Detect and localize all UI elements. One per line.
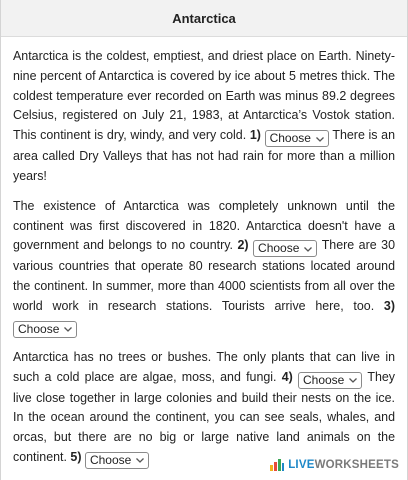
- question-1-number: 1): [249, 128, 261, 143]
- chevron-down-icon: [315, 135, 325, 143]
- chevron-down-icon: [303, 245, 313, 253]
- brand-text-live: LIVE: [288, 459, 315, 471]
- worksheet-content: [1, 37, 407, 469]
- answer-dropdown-1[interactable]: [265, 130, 329, 147]
- answer-dropdown-5[interactable]: [85, 452, 149, 469]
- answer-dropdown-3[interactable]: [13, 321, 77, 338]
- dropdown-2-label: Choose: [258, 241, 300, 256]
- answer-dropdown-2[interactable]: [253, 240, 317, 257]
- dropdown-3-label: Choose: [18, 321, 60, 336]
- question-4-number: 4): [281, 369, 293, 384]
- dropdown-1-label: Choose: [269, 131, 311, 146]
- worksheet-title: Antarctica: [1, 0, 407, 37]
- dropdown-4-label: Choose: [302, 372, 345, 387]
- paragraph-3-text-a: Antarctica has no trees or bushes. The only plants that can live in such a cold place are algae, moss, and fungi.: [13, 349, 395, 384]
- paragraph-1: [13, 47, 395, 187]
- paragraph-1-text-b: There is an area called Dry Valleys that has not had rain for more than a million years!: [13, 128, 395, 183]
- answer-dropdown-4[interactable]: [298, 372, 362, 389]
- dropdown-5-label: Choose: [89, 452, 132, 467]
- brand-text-worksheets: WORKSHEETS: [314, 459, 399, 471]
- chevron-down-icon: [348, 376, 358, 384]
- chevron-down-icon: [135, 456, 145, 464]
- paragraph-2-text-b: There are 30 various countries that operate 80 research stations located around the continent. In summer, more than 4000 scientists from all over the world work in research stations. Tourists arrive here, too.: [13, 238, 395, 313]
- chevron-down-icon: [63, 325, 73, 333]
- question-3-number: 3): [383, 298, 395, 313]
- question-2-number: 2): [237, 238, 249, 253]
- liveworksheets-brand: [269, 458, 399, 472]
- paragraph-3: [13, 348, 395, 469]
- paragraph-3-text-b: They live close together in large colonies and build their nests on the ice. In the ocean around the continent, you can see seals, whales, and orcas, but there are no big or large native land animals on the continent.: [13, 369, 395, 464]
- paragraph-2: [13, 197, 395, 338]
- liveworksheets-logo-icon: [269, 458, 285, 472]
- paragraph-1-text-a: Antarctica is the coldest, emptiest, and driest place on Earth. Ninety-nine percent of Antarctica is covered by ice about 5 metres thick. The coldest temperature ever recorded on Earth was minus 89.2 degrees Celsius, registered on July 21, 1983, at Antarctica’s Vostok station. This continent is dry, windy, and very cold.: [13, 49, 395, 143]
- question-5-number: 5): [70, 449, 82, 464]
- paragraph-2-text-a: The existence of Antarctica was completely unknown until the continent was first discovered in 1820. Antarctica doesn't have a government and belongs to no country.: [13, 198, 395, 253]
